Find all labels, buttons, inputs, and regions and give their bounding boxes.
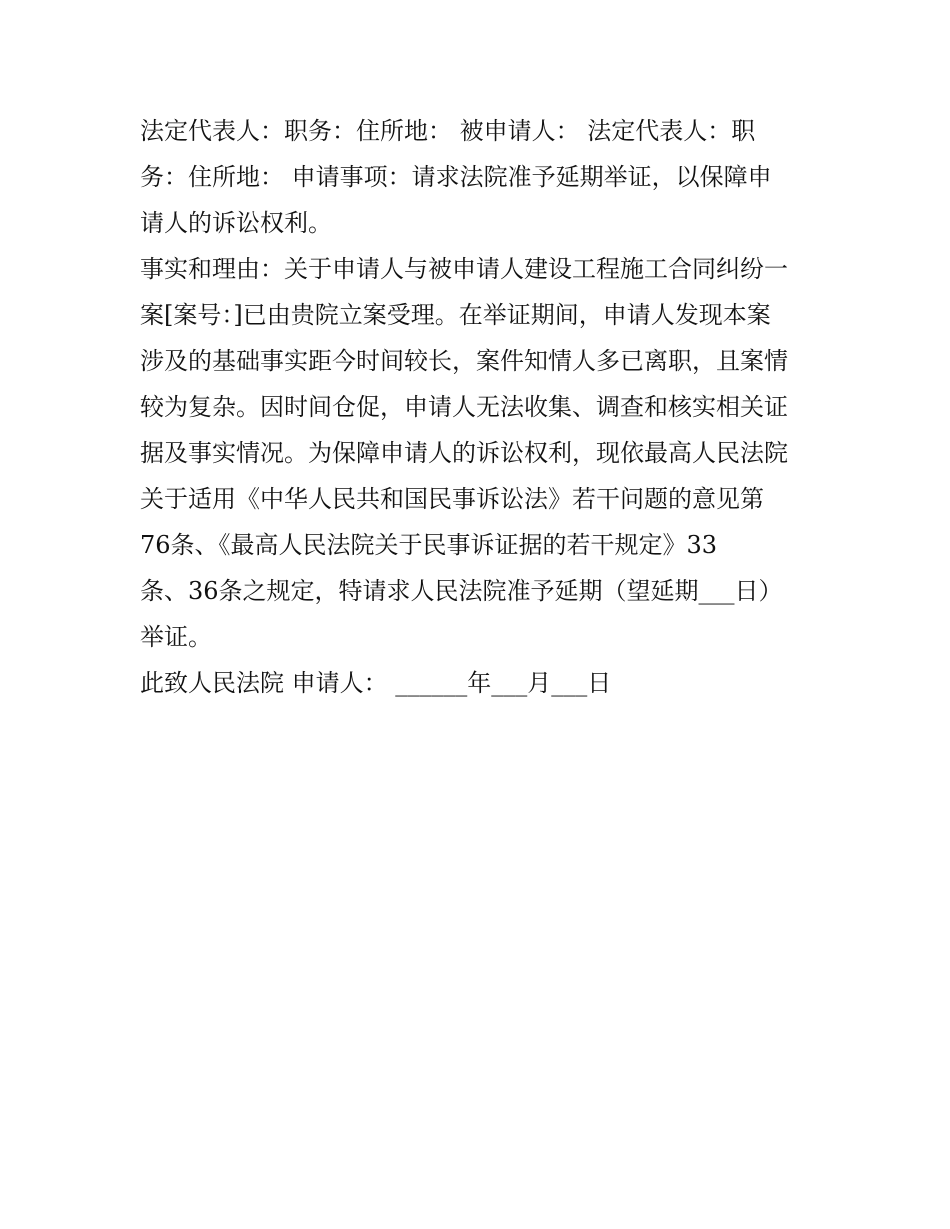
text-line: 涉及的基础事实距今时间较长，案件知情人多已离职，且案情 [140,347,788,375]
text-line: 条、36条之规定，特请求人民法院准予延期（望延期___日） [140,577,783,605]
text-line: 关于适用《中华人民共和国民事诉讼法》若干问题的意见第 [140,485,764,513]
text-line: 请人的诉讼权利。 [140,209,332,237]
text-line: 较为复杂。因时间仓促，申请人无法收集、调查和核实相关证 [140,393,788,421]
text-line: 务：住所地： 申请事项：请求法院准予延期举证，以保障申 [140,163,772,191]
document-body [140,108,820,706]
party-info-paragraph [140,108,820,246]
closing-signature-paragraph [140,660,820,706]
text-line: 据及事实情况。为保障申请人的诉讼权利，现依最高人民法院 [140,439,788,467]
text-line: 此致人民法院 申请人： ______年___月___日 [140,669,612,697]
text-line: 76条、《最高人民法院关于民事诉证据的若干规定》33 [140,531,718,559]
text-line: 举证。 [140,623,212,651]
facts-and-reasons-paragraph [140,246,820,660]
text-line: 事实和理由：关于申请人与被申请人建设工程施工合同纠纷一 [140,255,788,283]
text-line: 法定代表人：职务：住所地： 被申请人： 法定代表人：职 [140,117,756,145]
text-line: 案[案号：]已由贵院立案受理。在举证期间，申请人发现本案 [140,301,771,329]
